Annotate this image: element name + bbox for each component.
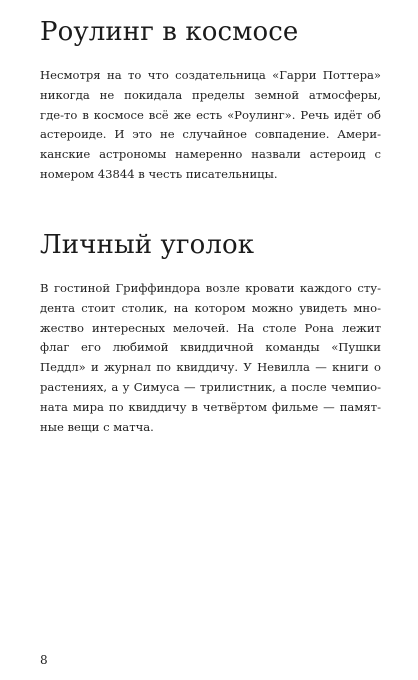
text-line: номером 43844 в честь писательницы.	[40, 166, 278, 181]
page-number: 8	[40, 653, 48, 667]
section-title-rowling-in-space: Роулинг в космосе	[40, 17, 299, 47]
text-line: ные вещи с матча.	[40, 419, 154, 434]
section-body-personal-corner	[40, 279, 381, 437]
section-body-rowling-in-space	[40, 66, 381, 185]
text-line: канские астрономы намеренно назвали астероид с	[40, 147, 381, 162]
text-line: растениях, а у Симуса — трилистник, а после чемпио-	[40, 379, 381, 394]
section-title-personal-corner: Личный уголок	[40, 230, 255, 260]
text-line: В гостиной Гриффиндора возле кровати каждого сту-	[40, 281, 381, 295]
text-line: жество интересных мелочей. На столе Рона лежит	[40, 320, 381, 335]
text-line: никогда не покидала пределы земной атмосферы,	[40, 87, 381, 102]
text-line: ната мира по квиддичу в четвёртом фильме — памят-	[40, 399, 381, 414]
text-line: где-то в космосе всё же есть «Роулинг». Речь идёт об	[40, 107, 381, 122]
text-line: дента стоит столик, на котором можно увидеть мно-	[40, 300, 381, 315]
text-line: Несмотря на то что создательница «Гарри Поттера»	[40, 68, 381, 82]
text-line: астероиде. И это не случайное совпадение. Амери-	[40, 127, 381, 142]
text-line: Педдл» и журнал по квиддичу. У Невилла — книги о	[40, 360, 381, 375]
text-line: флаг его любимой квиддичной команды «Пушки	[40, 340, 381, 355]
